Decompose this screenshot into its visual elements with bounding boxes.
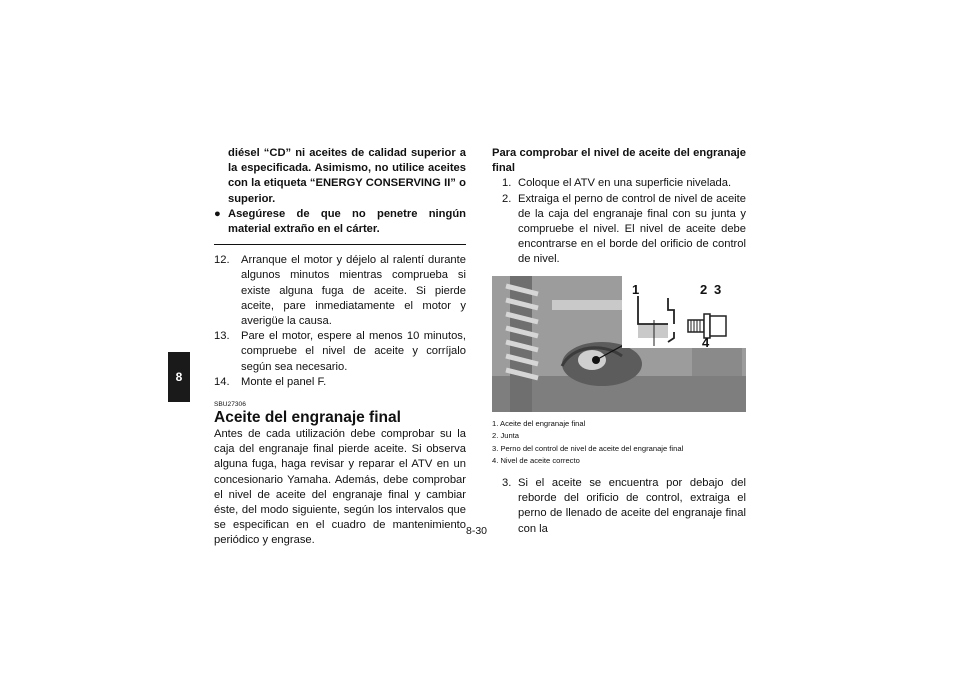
step-number: 2. [502,192,512,205]
section-code: SBU27306 [214,401,246,409]
figure-captions [492,418,746,468]
step-2 [492,192,746,268]
step-number: 1. [502,177,512,190]
step-1 [492,176,746,191]
callout-1: 1 [632,281,640,297]
callout-2: 2 [700,281,708,297]
subheading: Para comprobar el nivel de aceite del engranaje final [492,147,746,175]
step-text: Pare el motor, espere al menos 10 minutos, compruebe el nivel de aceite y corríjalo según sea necesario. [241,330,466,373]
step-text: Monte el panel F. [241,375,327,388]
left-column [214,146,466,549]
step-text: Extraiga el perno de control de nivel de aceite de la caja del engranaje final con su junta y compruebe el nivel. El nivel de aceite debe encontrarse en el borde del orificio de control de nivel. [518,192,746,266]
warning-continuation: diésel “CD” ni aceites de calidad superior a la especificada. Asimismo, no utilice aceites con la etiqueta “ENERGY CONSERVING II” o superior. [228,147,466,205]
photo-illustration [492,276,746,412]
section-body: Antes de cada utilización debe comprobar su la caja del engranaje final pierde aceite. Si observa alguna fuga, haga revisar y reparar el ATV en un concesionario Yamaha. Además, debe comprobar el nivel de aceite del engranaje final y cambiar éste, del modo siguiente, según los intervalos que se especifican en el cuadro de mantenimiento periódico y engrase. [214,428,466,547]
step-text: Arranque el motor y déjelo al ralentí durante algunos minutos mientras comprueba si existe alguna fuga de aceite. Si pierde aceite, pare inmediatamente el motor y averigüe la causa. [241,254,466,328]
step-text: Si el aceite se encuentra por debajo del reborde del orificio de control, extraiga el perno de llenado de aceite del engranaje final con la [518,477,746,535]
step-number: 13. [214,330,230,343]
step-12 [214,253,466,329]
caption-item: 4. Nivel de aceite correcto [492,456,580,466]
step-3 [492,476,746,537]
chapter-tab: 8 [168,352,190,402]
callout-4: 4 [702,334,710,350]
caption-item: 3. Perno del control de nivel de aceite del engranaje final [492,443,684,453]
step-14 [214,375,466,390]
step-text: Coloque el ATV en una superficie nivelada. [518,177,732,190]
bullet-text: Asegúrese de que no penetre ningún material extraño en el cárter. [228,207,466,236]
warning-bullet [214,207,466,237]
step-number: 3. [502,477,512,489]
page-number: 8-30 [466,525,488,537]
step-number: 12. [214,254,230,267]
callout-3: 3 [714,281,722,297]
gear-case-photo [492,276,746,412]
section-title: Aceite del engranaje final [214,409,401,427]
step-13 [214,329,466,375]
bullet-icon: ● [214,207,221,220]
warning-end-rule [214,244,466,245]
right-column [492,146,746,537]
step-number: 14. [214,375,230,388]
caption-item: 2. Junta [492,431,520,441]
caption-item: 1. Aceite del engranaje final [492,418,586,428]
